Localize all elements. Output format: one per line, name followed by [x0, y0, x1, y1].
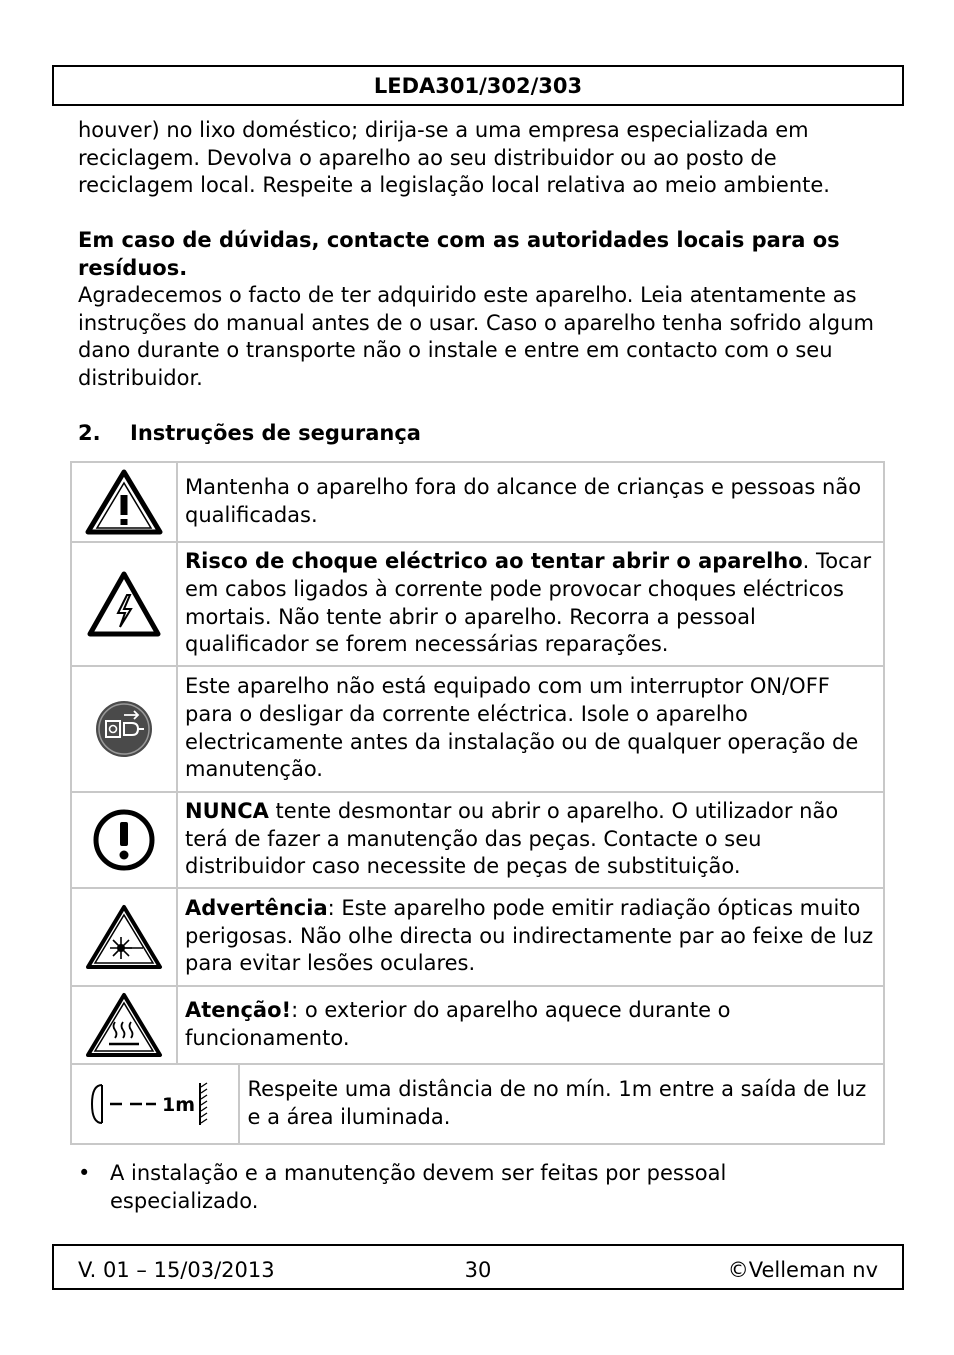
footer-version: V. 01 – 15/03/2013: [78, 1258, 275, 1282]
distance-label: 1m: [162, 1094, 196, 1116]
section-number: 2.: [78, 421, 101, 445]
safety-text: [177, 792, 884, 888]
footer-copyright: ©Velleman nv: [727, 1258, 878, 1282]
minimum-distance-icon: [90, 1079, 220, 1129]
safety-text: [177, 986, 884, 1064]
safety-row: [71, 792, 884, 888]
safety-row: [71, 986, 884, 1064]
safety-row: [71, 888, 884, 986]
footer-page-number: 30: [464, 1258, 492, 1282]
disconnect-power-icon: [94, 699, 154, 759]
safety-row: [71, 666, 884, 792]
safety-row: [71, 462, 884, 542]
safety-text: [177, 542, 884, 666]
warning-triangle-icon: [85, 469, 163, 535]
row-text: Este aparelho não está equipado com um interruptor ON/OFF para o desligar da corrente eléctrica. Isole o aparelho electricamente antes da instalação ou de qualquer operação de manutenção.: [185, 674, 859, 782]
intro-paragraph-1: houver) no lixo doméstico; dirija-se a uma empresa especializada em reciclagem. Devolva o aparelho ao seu distribuidor ou ao posto de reciclagem local. Respeite a legislação local relativa ao meio ambiente.: [78, 118, 830, 198]
row-bold: Atenção!: [185, 997, 292, 1022]
header-title: LEDA301/302/303: [373, 74, 583, 98]
row-bold: Risco de choque eléctrico ao tentar abrir o aparelho: [185, 549, 803, 574]
page-footer: [52, 1244, 904, 1290]
row-bold: NUNCA: [185, 799, 269, 824]
safety-text: [239, 1064, 884, 1144]
page-header: [52, 65, 904, 106]
icon-cell: [71, 462, 177, 542]
icon-cell: [71, 888, 177, 986]
row-text: : Este aparelho pode emitir radiação ópticas muito perigosas. Não olhe directa ou indirectamente par ao feixe de luz para evitar lesões oculares.: [185, 896, 874, 976]
row-text: Respeite uma distância de no mín. 1m entre a saída de luz e a área iluminada.: [247, 1076, 867, 1129]
safety-text: [177, 888, 884, 986]
row-text: : o exterior do aparelho aquece durante o funcionamento.: [185, 997, 731, 1050]
laser-radiation-icon: [85, 904, 163, 970]
intro-paragraph-3: Agradecemos o facto de ter adquirido este aparelho. Leia atentamente as instruções do manual antes de o usar. Caso o aparelho tenha sofrido algum dano durante o transporte não o instale e entre em contacto com o seu distribuidor.: [78, 283, 874, 390]
safety-text: [177, 462, 884, 542]
icon-cell: [71, 792, 177, 888]
icon-cell: [71, 666, 177, 792]
exclamation-circle-icon: [92, 808, 156, 872]
intro-paragraph-2-bold: Em caso de dúvidas, contacte com as autoridades locais para os resíduos.: [78, 228, 840, 280]
section-title: Instruções de segurança: [130, 421, 421, 445]
icon-cell: [71, 1064, 239, 1144]
hot-surface-icon: [85, 992, 163, 1058]
icon-cell: [71, 986, 177, 1064]
row-text: tente desmontar ou abrir o aparelho. O utilizador não terá de fazer a manutenção das peças. Contacte o seu distribuidor caso necessite de peças de substituição.: [185, 799, 839, 879]
bullet-dot: •: [78, 1161, 91, 1185]
bullet-item: [78, 1160, 878, 1215]
safety-text: [177, 666, 884, 792]
row-text: . Tocar em cabos ligados à corrente pode provocar choques eléctricos mortais. Não tente abrir o aparelho. Recorra a pessoal qualificador se forem necessárias reparações.: [185, 549, 872, 657]
safety-row: [71, 542, 884, 666]
row-text: Mantenha o aparelho fora do alcance de crianças e pessoas não qualificadas.: [185, 474, 862, 527]
bullet-text: A instalação e a manutenção devem ser feitas por pessoal especializado.: [110, 1161, 727, 1213]
icon-cell: [71, 542, 177, 666]
safety-table: [70, 461, 885, 1145]
row-bold: Advertência: [185, 896, 328, 921]
safety-row: [71, 1064, 884, 1144]
section-heading: [78, 420, 421, 447]
electric-shock-icon: [87, 571, 161, 637]
